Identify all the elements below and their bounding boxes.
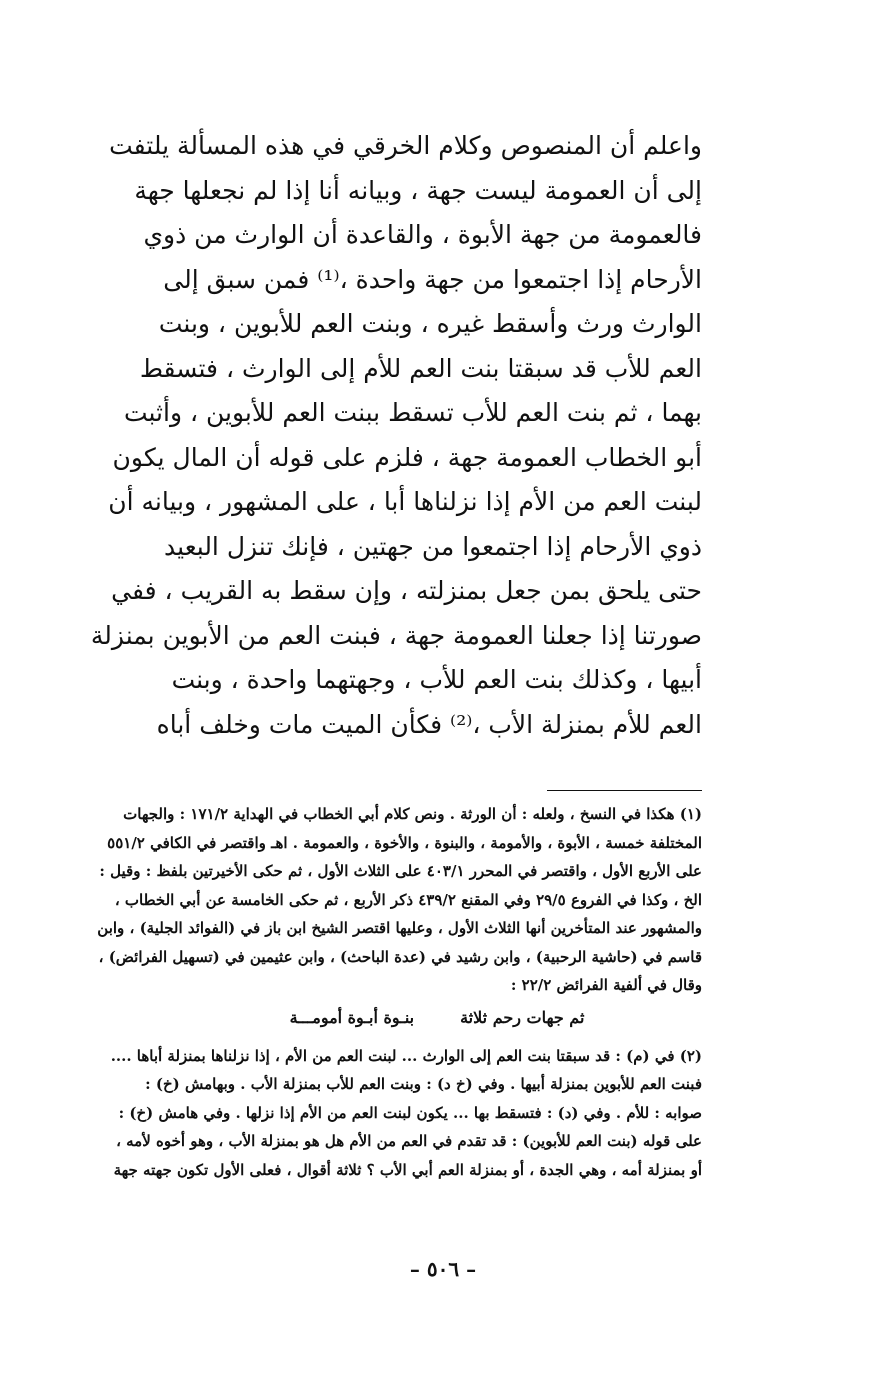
verse-second-hemistich: بنـوة أبـوة أمومـــة (289, 1007, 415, 1027)
verse-first-hemistich: ثم جهات رحم ثلاثة (460, 1007, 585, 1027)
main-text (90, 124, 702, 747)
footnote-2-line: فبنت العم للأبوين بمنزلة أبيها . وفي (خ د) : وبنت العم للأب بمنزلة الأب . وبهامش (خ) : (145, 1075, 702, 1093)
footnote-2-line: (٢) في (م) : قد سبقتا بنت العم إلى الوارث ... لبنت العم من الأم ، إذا نزلناها بمنزلة أباها .... (110, 1046, 702, 1065)
main-text-line: ذوي الأرحام إذا اجتمعوا من جهتين ، فإنك تنزل البعيد (164, 531, 702, 561)
footnote-1-line: (١) هكذا في النسخ ، ولعله : أن الورثة . ونص كلام أبي الخطاب في الهداية ١٧١/٢ : والجهات (123, 805, 702, 823)
footnote-1-line: على الأربع الأول ، واقتصر في المحرر ٤٠٣/١ على الثلاث الأول ، ثم حكى الأخيرتين بلفظ : وقيل : (99, 862, 702, 880)
footnote-1-line: وقال في ألفية الفرائض ٢٢/٢ : (510, 976, 702, 994)
main-text-line: إلى أن العمومة ليست جهة ، وبيانه أنا إذا لم نجعلها جهة (134, 175, 702, 205)
main-text-line: الوارث ورث وأسقط غيره ، وبنت العم للأبوين ، وبنت (158, 309, 702, 338)
main-text-line: أبيها ، وكذلك بنت العم للأب ، وجهتهما واحدة ، وبنت (171, 665, 702, 694)
footnote-1-line: والمشهور عند المتأخرين أنها الثلاث الأول ، وعليها اقتصر الشيخ ابن باز في (الفوائد الجلية) ، وابن (97, 919, 702, 937)
footnote-2-line: أو بمنزلة أمه ، وهي الجدة ، أو بمنزلة العم أبي الأب ؟ ثلاثة أقوال ، فعلى الأول تكون جهته جهة (113, 1160, 702, 1179)
footnotes (97, 800, 702, 1184)
main-text-line: العم للأم بمنزلة الأب ،⁽²⁾ فكأن الميت مات وخلف أباه (156, 709, 702, 739)
footnote-1-line: الخ ، وكذا في الفروع ٢٩/٥ وفي المقنع ٤٣٩/٢ ذكر الأربع ، ثم حكى الخامسة عن أبي الخطاب ، (114, 890, 702, 909)
footnote-divider (547, 790, 702, 791)
main-text-line: حتى يلحق بمن جعل بمنزلته ، وإن سقط به القريب ، ففي (111, 576, 702, 605)
main-text-line: العم للأب قد سبقتا بنت العم للأم إلى الوارث ، فتسقط (139, 353, 702, 383)
poetry-verse (172, 1002, 702, 1034)
main-text-line: أبو الخطاب العمومة جهة ، فلزم على قوله أن المال يكون (112, 442, 702, 472)
footnote-2-line: صوابه : للأم . وفي (د) : فتسقط بها ... يكون لبنت العم من الأم إذا نزلها . وفي هامش (خ) : (118, 1103, 702, 1122)
page-number: – ٥٠٦ – (409, 1257, 477, 1281)
main-text-line: صورتنا إذا جعلنا العمومة جهة ، فبنت العم من الأبوين بمنزلة (90, 620, 702, 650)
main-text-line: فالعمومة من جهة الأبوة ، والقاعدة أن الوارث من ذوي (143, 220, 702, 249)
main-text-line: واعلم أن المنصوص وكلام الخرقي في هذه المسألة يلتفت (109, 131, 702, 160)
footnote-1-line: المختلفة خمسة ، الأبوة ، والأمومة ، والبنوة ، والأخوة ، والعمومة . اهـ واقتصر في الكافي ٥٥١/٢ (107, 833, 702, 852)
main-text-line: لبنت العم من الأم إذا نزلناها أبا ، على المشهور ، وبيانه أن (108, 487, 702, 516)
main-text-line: الأرحام إذا اجتمعوا من جهة واحدة ،⁽¹⁾ فمن سبق إلى (163, 264, 702, 294)
footnote-1-line: قاسم في (حاشية الرحبية) ، وابن رشيد في (عدة الباحث) ، وابن عثيمين في (تسهيل الفرائض) ، (98, 947, 702, 966)
main-text-line: بهما ، ثم بنت العم للأب تسقط ببنت العم للأبوين ، وأثبت (123, 398, 702, 427)
footnote-2-line: على قوله (بنت العم للأبوين) : قد تقدم في العم من الأم هل هو بمنزلة الأب ، وهو أخوه لأمه ، (116, 1132, 702, 1150)
